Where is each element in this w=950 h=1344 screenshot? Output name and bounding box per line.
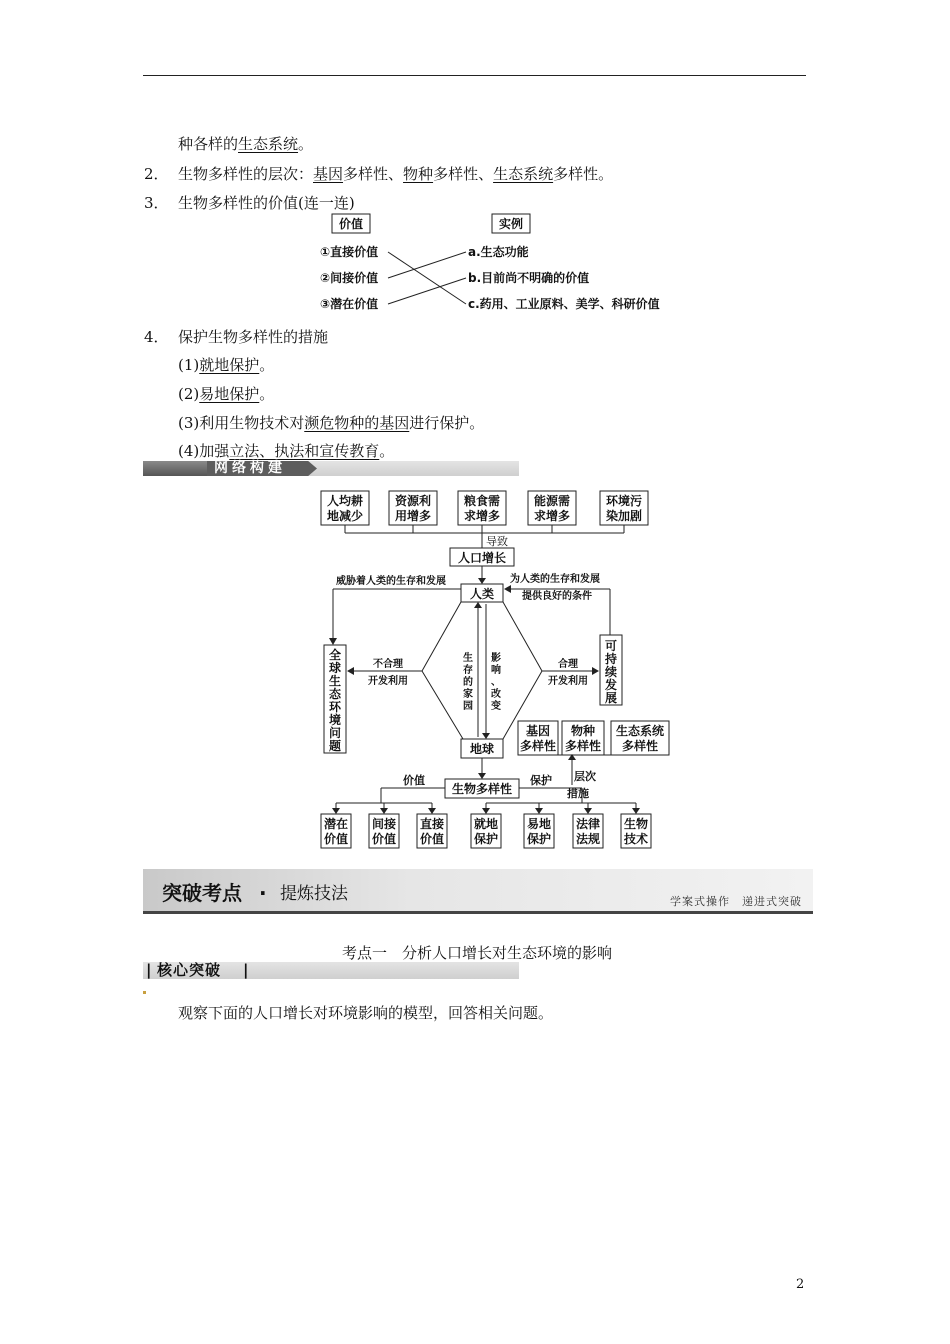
text-line-2: 2． 生物多样性的层次：基因多样性、物种多样性、生态系统多样性。 — [144, 165, 614, 183]
value-box-2-text: 价值 — [419, 832, 445, 846]
measure-box-2 — [573, 814, 603, 848]
match-left-2: ②间接价值 — [320, 271, 379, 285]
arrow-head — [332, 808, 340, 814]
level-box-1 — [562, 721, 604, 755]
value-label: 价值 — [403, 774, 425, 787]
concept-network-diagram — [310, 485, 680, 850]
levels-label: 层次 — [574, 770, 596, 783]
measure-box-1 — [524, 814, 554, 848]
measure-box-3-text: 生物 — [623, 817, 649, 831]
match-line-2a — [388, 252, 466, 278]
underlined-answer: 濒危物种的基因 — [304, 414, 410, 432]
bottom-boxes-group — [321, 814, 651, 848]
cause-box-3-text: 能源需 — [533, 494, 571, 508]
measure-box-0-text: 就地 — [473, 817, 499, 831]
cause-box-0-text: 地减少 — [326, 509, 364, 523]
irrational-label-2: 开发利用 — [368, 676, 408, 687]
cause-box-2-text: 粮食需 — [463, 494, 501, 508]
cause-box-1-text: 用增多 — [394, 509, 432, 523]
level-box-2 — [611, 721, 669, 755]
level-box-0-text: 多样性 — [519, 739, 557, 753]
measure-3: (3)利用生物技术对濒危物种的基因进行保护。 — [178, 414, 485, 432]
core-tag-right-mark: | — [243, 961, 249, 979]
biodiversity-label: 生物多样性 — [451, 782, 513, 796]
value-box-2 — [417, 814, 447, 848]
measure-box-0 — [471, 814, 501, 848]
earth-label: 地球 — [469, 742, 495, 756]
hexagon-edge — [422, 602, 461, 671]
influence-label: 影响、改变 — [491, 653, 501, 712]
cause-box-1-text: 资源利 — [394, 494, 432, 508]
value-box-1-text: 间接 — [371, 817, 397, 831]
core-tag: 核心突破 — [157, 961, 222, 979]
value-box-0-text: 价值 — [323, 832, 349, 846]
value-box-1 — [369, 814, 399, 848]
measure-box-1-text: 易地 — [526, 817, 552, 831]
banner-right-text: 学案式操作 递进式突破 — [670, 895, 802, 908]
match-right-c: c.药用、工业原料、美学、科研价值 — [468, 297, 660, 311]
match-left-1: ①直接价值 — [320, 245, 379, 259]
cause-box-1 — [389, 491, 437, 525]
human-label: 人类 — [469, 587, 495, 601]
protect-label: 保护 — [530, 774, 552, 787]
measure-4: (4)加强立法、执法和宣传教育。 — [178, 442, 395, 460]
level-box-0 — [518, 721, 558, 755]
section-title-network: 网络构建 — [214, 460, 286, 476]
global-problem-label: 全球生态环境问题 — [328, 648, 342, 753]
hexagon-edge — [503, 602, 542, 671]
banner-dot: · — [259, 881, 267, 905]
threat-label: 威胁着人类的生存和发展 — [336, 576, 446, 587]
arrow-head — [592, 667, 599, 675]
arrow-head — [482, 733, 490, 739]
match-line-1c — [388, 252, 466, 304]
banner-title-b: 提炼技法 — [280, 884, 348, 904]
provide-label-1: 为人类的生存和发展 — [510, 574, 600, 585]
cause-box-4-text: 染加剧 — [605, 509, 643, 523]
underlined-answer: 物种 — [403, 165, 434, 183]
arrow-head — [482, 808, 490, 814]
arrow-head — [632, 808, 640, 814]
arrow-head — [474, 602, 482, 608]
underlined-answer: 易地保护 — [199, 385, 260, 403]
population-label: 人口增长 — [457, 551, 507, 565]
level-box-1-text: 多样性 — [564, 739, 602, 753]
text-line-4: 4． 保护生物多样性的措施 — [144, 328, 329, 346]
measure-box-2-text: 法规 — [575, 832, 601, 846]
text-line-3: 3． 生物多样性的价值(连一连) — [144, 194, 355, 212]
match-right-b: b.目前尚不明确的价值 — [468, 271, 590, 285]
cause-box-0-text: 人均耕 — [326, 494, 364, 508]
levels-group — [518, 721, 669, 755]
irrational-label-1: 不合理 — [373, 659, 403, 670]
arrow-head — [478, 578, 486, 584]
provide-label-2: 提供良好的条件 — [522, 591, 592, 602]
lead-to-label: 导致 — [486, 535, 508, 548]
page-number: 2 — [796, 1277, 805, 1292]
level-box-1-text: 物种 — [570, 724, 596, 738]
value-box-0-text: 潜在 — [323, 817, 349, 831]
header-rule — [143, 75, 806, 76]
section-bar-network-left — [143, 461, 207, 476]
cause-box-2-text: 求增多 — [463, 509, 501, 523]
cause-box-2 — [458, 491, 506, 525]
match-line-3b — [388, 278, 466, 304]
measure-box-3 — [621, 814, 651, 848]
match-right-header: 实例 — [498, 217, 524, 231]
measure-1: (1)就地保护。 — [178, 356, 275, 374]
causes-group — [321, 491, 648, 525]
value-box-2-text: 直接 — [419, 817, 445, 831]
measure-2: (2)易地保护。 — [178, 385, 275, 403]
level-box-2-text: 多样性 — [621, 739, 659, 753]
arrow-head — [329, 638, 337, 645]
cause-box-4 — [600, 491, 648, 525]
arrow-head — [584, 808, 592, 814]
body-paragraph: 观察下面的人口增长对环境影响的模型，回答相关问题。 — [178, 1004, 554, 1022]
measure-label: 措施 — [567, 787, 589, 800]
value-matching-figure — [300, 210, 680, 320]
arrow-head — [428, 808, 436, 814]
topic-heading: 考点一 分析人口增长对生态环境的影响 — [342, 944, 613, 962]
cause-box-0 — [321, 491, 369, 525]
decor-dot — [143, 991, 146, 994]
level-box-0-text: 基因 — [525, 724, 551, 738]
hexagon-edge — [422, 671, 463, 739]
sustainable-label: 可持续发展 — [604, 639, 618, 705]
core-tag-left-mark: | — [146, 961, 152, 979]
match-right-a: a.生态功能 — [468, 245, 529, 259]
cause-box-3 — [528, 491, 576, 525]
cause-box-3-text: 求增多 — [533, 509, 571, 523]
rational-label-1: 合理 — [558, 659, 578, 670]
arrow-head — [347, 667, 354, 675]
measure-box-0-text: 保护 — [473, 832, 499, 846]
underlined-answer: 生态系统 — [493, 165, 554, 183]
underlined-answer: 基因 — [313, 165, 344, 183]
value-box-0 — [321, 814, 351, 848]
underlined-answer: 生态系统 — [238, 135, 299, 153]
text-line-1: 种各样的生态系统。 — [178, 135, 314, 153]
match-left-3: ③潜在价值 — [320, 297, 379, 311]
arrow-head — [380, 808, 388, 814]
underlined-answer: 就地保护 — [199, 356, 260, 374]
arrow-head — [535, 808, 543, 814]
rational-label-2: 开发利用 — [548, 676, 588, 687]
arrow-head — [504, 585, 511, 593]
arrow-head — [478, 773, 486, 779]
measure-box-3-text: 技术 — [623, 832, 649, 846]
banner-title-a: 突破考点 — [162, 881, 242, 905]
match-left-header: 价值 — [338, 217, 364, 231]
cause-box-4-text: 环境污 — [605, 494, 643, 508]
level-box-2-text: 生态系统 — [615, 724, 665, 738]
underlined-answer: 立法、执法和宣传教育 — [229, 442, 380, 460]
value-box-1-text: 价值 — [371, 832, 397, 846]
measure-box-2-text: 法律 — [575, 817, 601, 831]
home-label: 生存的家园 — [463, 653, 473, 712]
section-banner-underline — [143, 911, 813, 914]
measure-box-1-text: 保护 — [526, 832, 552, 846]
